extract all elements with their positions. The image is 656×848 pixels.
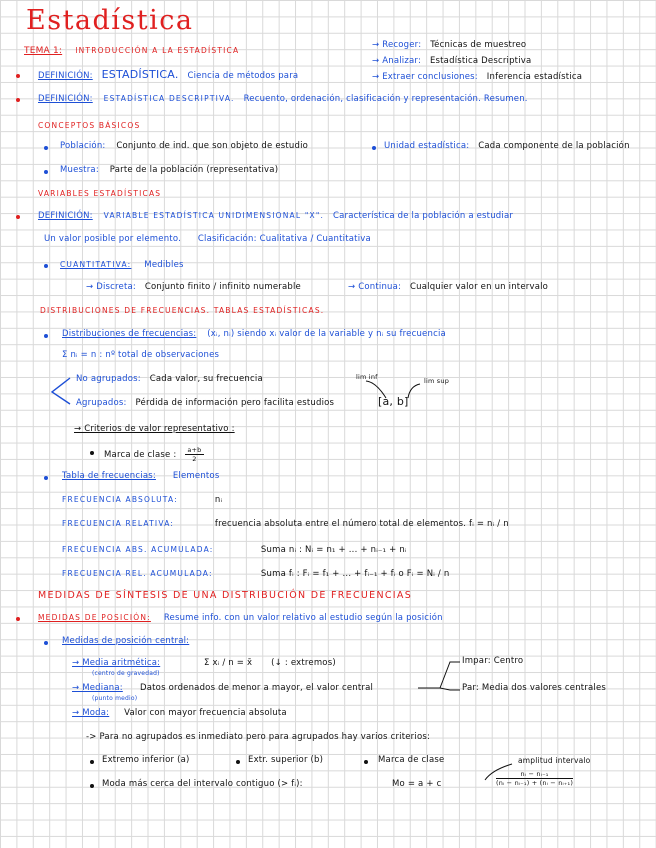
- mo-formula: Mo = a + c: [392, 779, 442, 789]
- medidas-heading: MEDIDAS DE SÍNTESIS DE UNA DISTRIBUCIÓN DE FRECUENCIAS: [38, 590, 413, 601]
- frec-abs-acum-row: FRECUENCIA ABS. ACUMULADA: Suma nᵢ : Nᵢ = n₁ + ... + nᵢ₋₁ + nᵢ: [62, 545, 407, 555]
- poblacion-line: Población: Conjunto de ind. que son objeto de estudio: [60, 141, 309, 151]
- posicion-line: MEDIDAS DE POSICIÓN: Resume info. con un valor relativo al estudio según la posición: [38, 613, 443, 623]
- distribuciones-heading: DISTRIBUCIONES DE FRECUENCIAS. TABLAS ESTADÍSTICAS.: [40, 306, 325, 315]
- no-agrupados-line: No agrupados: Cada valor, su frecuencia: [76, 374, 263, 384]
- frec-relativa-row: FRECUENCIA RELATIVA: frecuencia absoluta entre el número total de elementos. fᵢ = nᵢ / n: [62, 519, 509, 529]
- moda-mas-cerca: Moda más cerca del intervalo contiguo (> fᵢ):: [102, 779, 303, 789]
- sum-line: Σ nᵢ = n : nº total de observaciones: [62, 350, 220, 360]
- variables-heading: VARIABLES ESTADÍSTICAS: [38, 189, 162, 198]
- interval-label: [a, b]: [378, 395, 409, 408]
- media-sub: (centro de gravedad): [92, 670, 160, 677]
- mediana-sub: (punto medio): [92, 695, 138, 702]
- lim-sup-label: lim sup: [424, 377, 450, 385]
- variable-line2: Un valor posible por elemento. Clasificación: Cualitativa / Cuantitativa: [44, 234, 371, 244]
- mo-fraction: $\frac{\text{nᵢ − nᵢ₋₁}}{\text{(nᵢ − nᵢ₋₁) + (nᵢ − nᵢ₊₁)}}$: [496, 770, 574, 787]
- criterio-extremo-superior: Extr. superior (b): [248, 755, 324, 765]
- mediana-text: Datos ordenados de menor a mayor, el valor central: [140, 683, 374, 693]
- par-note: Par: Media dos valores centrales: [462, 683, 607, 693]
- media-formula: Σ xᵢ / n = x̄ (↓ : extremos): [204, 658, 336, 668]
- def-estadistica: DEFINICIÓN: ESTADÍSTICA. Ciencia de métodos para: [38, 68, 299, 81]
- unidad-line: Unidad estadística: Cada componente de la población: [384, 141, 630, 151]
- lim-inf-label: lim inf: [356, 373, 378, 381]
- agrupados-line: Agrupados: Pérdida de información pero facilita estudios: [76, 398, 335, 408]
- tema-title: INTRODUCCIÓN A LA ESTADÍSTICA: [75, 46, 240, 55]
- impar-note: Impar: Centro: [462, 656, 524, 666]
- moda-note: -> Para no agrupados es inmediato pero para agrupados hay varios criterios:: [86, 732, 431, 742]
- lim-inf-arrow: [366, 381, 386, 398]
- criterios-line: → Criterios de valor representativo :: [74, 424, 235, 434]
- distribuciones-item: Distribuciones de frecuencias: (xᵢ, nᵢ) siendo xᵢ valor de la variable y nᵢ su frecuencia: [62, 329, 446, 339]
- amplitud-label: amplitud intervalo: [518, 756, 591, 765]
- def-descriptiva: DEFINICIÓN: ESTADÍSTICA DESCRIPTIVA. Recuento, ordenación, clasificación y representación. Resumen.: [38, 94, 528, 104]
- moda-line: → Moda: Valor con mayor frecuencia absoluta: [72, 708, 287, 718]
- tema-label: TEMA 1:: [24, 46, 63, 56]
- conceptos-heading: CONCEPTOS BÁSICOS: [38, 121, 141, 130]
- media-label: → Media aritmética:: [72, 658, 161, 668]
- cuantitativa-line: CUANTITATIVA: Medibles: [60, 260, 184, 270]
- grouping-brace: [52, 378, 70, 404]
- lim-sup-arrow: [408, 384, 420, 398]
- muestra-line: Muestra: Parte de la población (representativa): [60, 165, 279, 175]
- tabla-heading: Tabla de frecuencias: Elementos: [62, 471, 220, 481]
- side-item-analizar: → Analizar: Estadística Descriptiva: [372, 56, 532, 66]
- marca-clase-line: Marca de clase : $\frac{a+b}{2}$: [104, 446, 202, 463]
- marca-fraction: $\frac{a+b}{2}$: [187, 446, 202, 463]
- criterio-marca-clase: Marca de clase: [378, 755, 445, 765]
- amplitud-arrow: [485, 764, 512, 780]
- continua-line: → Continua: Cualquier valor en un intervalo: [348, 282, 549, 292]
- criterio-extremo-inferior: Extremo inferior (a): [102, 755, 190, 765]
- variable-def: DEFINICIÓN: VARIABLE ESTADÍSTICA UNIDIMENSIONAL "X". Característica de la población a estudiar: [38, 211, 514, 221]
- mediana-label: → Mediana:: [72, 683, 123, 693]
- frec-rel-acum-row: FRECUENCIA REL. ACUMULADA: Suma fᵢ : Fᵢ = f₁ + ... + fᵢ₋₁ + fᵢ o Fᵢ = Nᵢ / n: [62, 569, 450, 579]
- page-title: Estadística: [26, 5, 194, 36]
- discreta-line: → Discreta: Conjunto finito / infinito numerable: [86, 282, 301, 292]
- side-item-extraer: → Extraer conclusiones: Inferencia estadística: [372, 72, 583, 82]
- central-heading: Medidas de posición central:: [62, 636, 190, 646]
- frec-absoluta-row: FRECUENCIA ABSOLUTA: nᵢ: [62, 495, 223, 505]
- mediana-branch: [418, 662, 460, 690]
- side-item-recoger: → Recoger: Técnicas de muestreo: [372, 40, 527, 50]
